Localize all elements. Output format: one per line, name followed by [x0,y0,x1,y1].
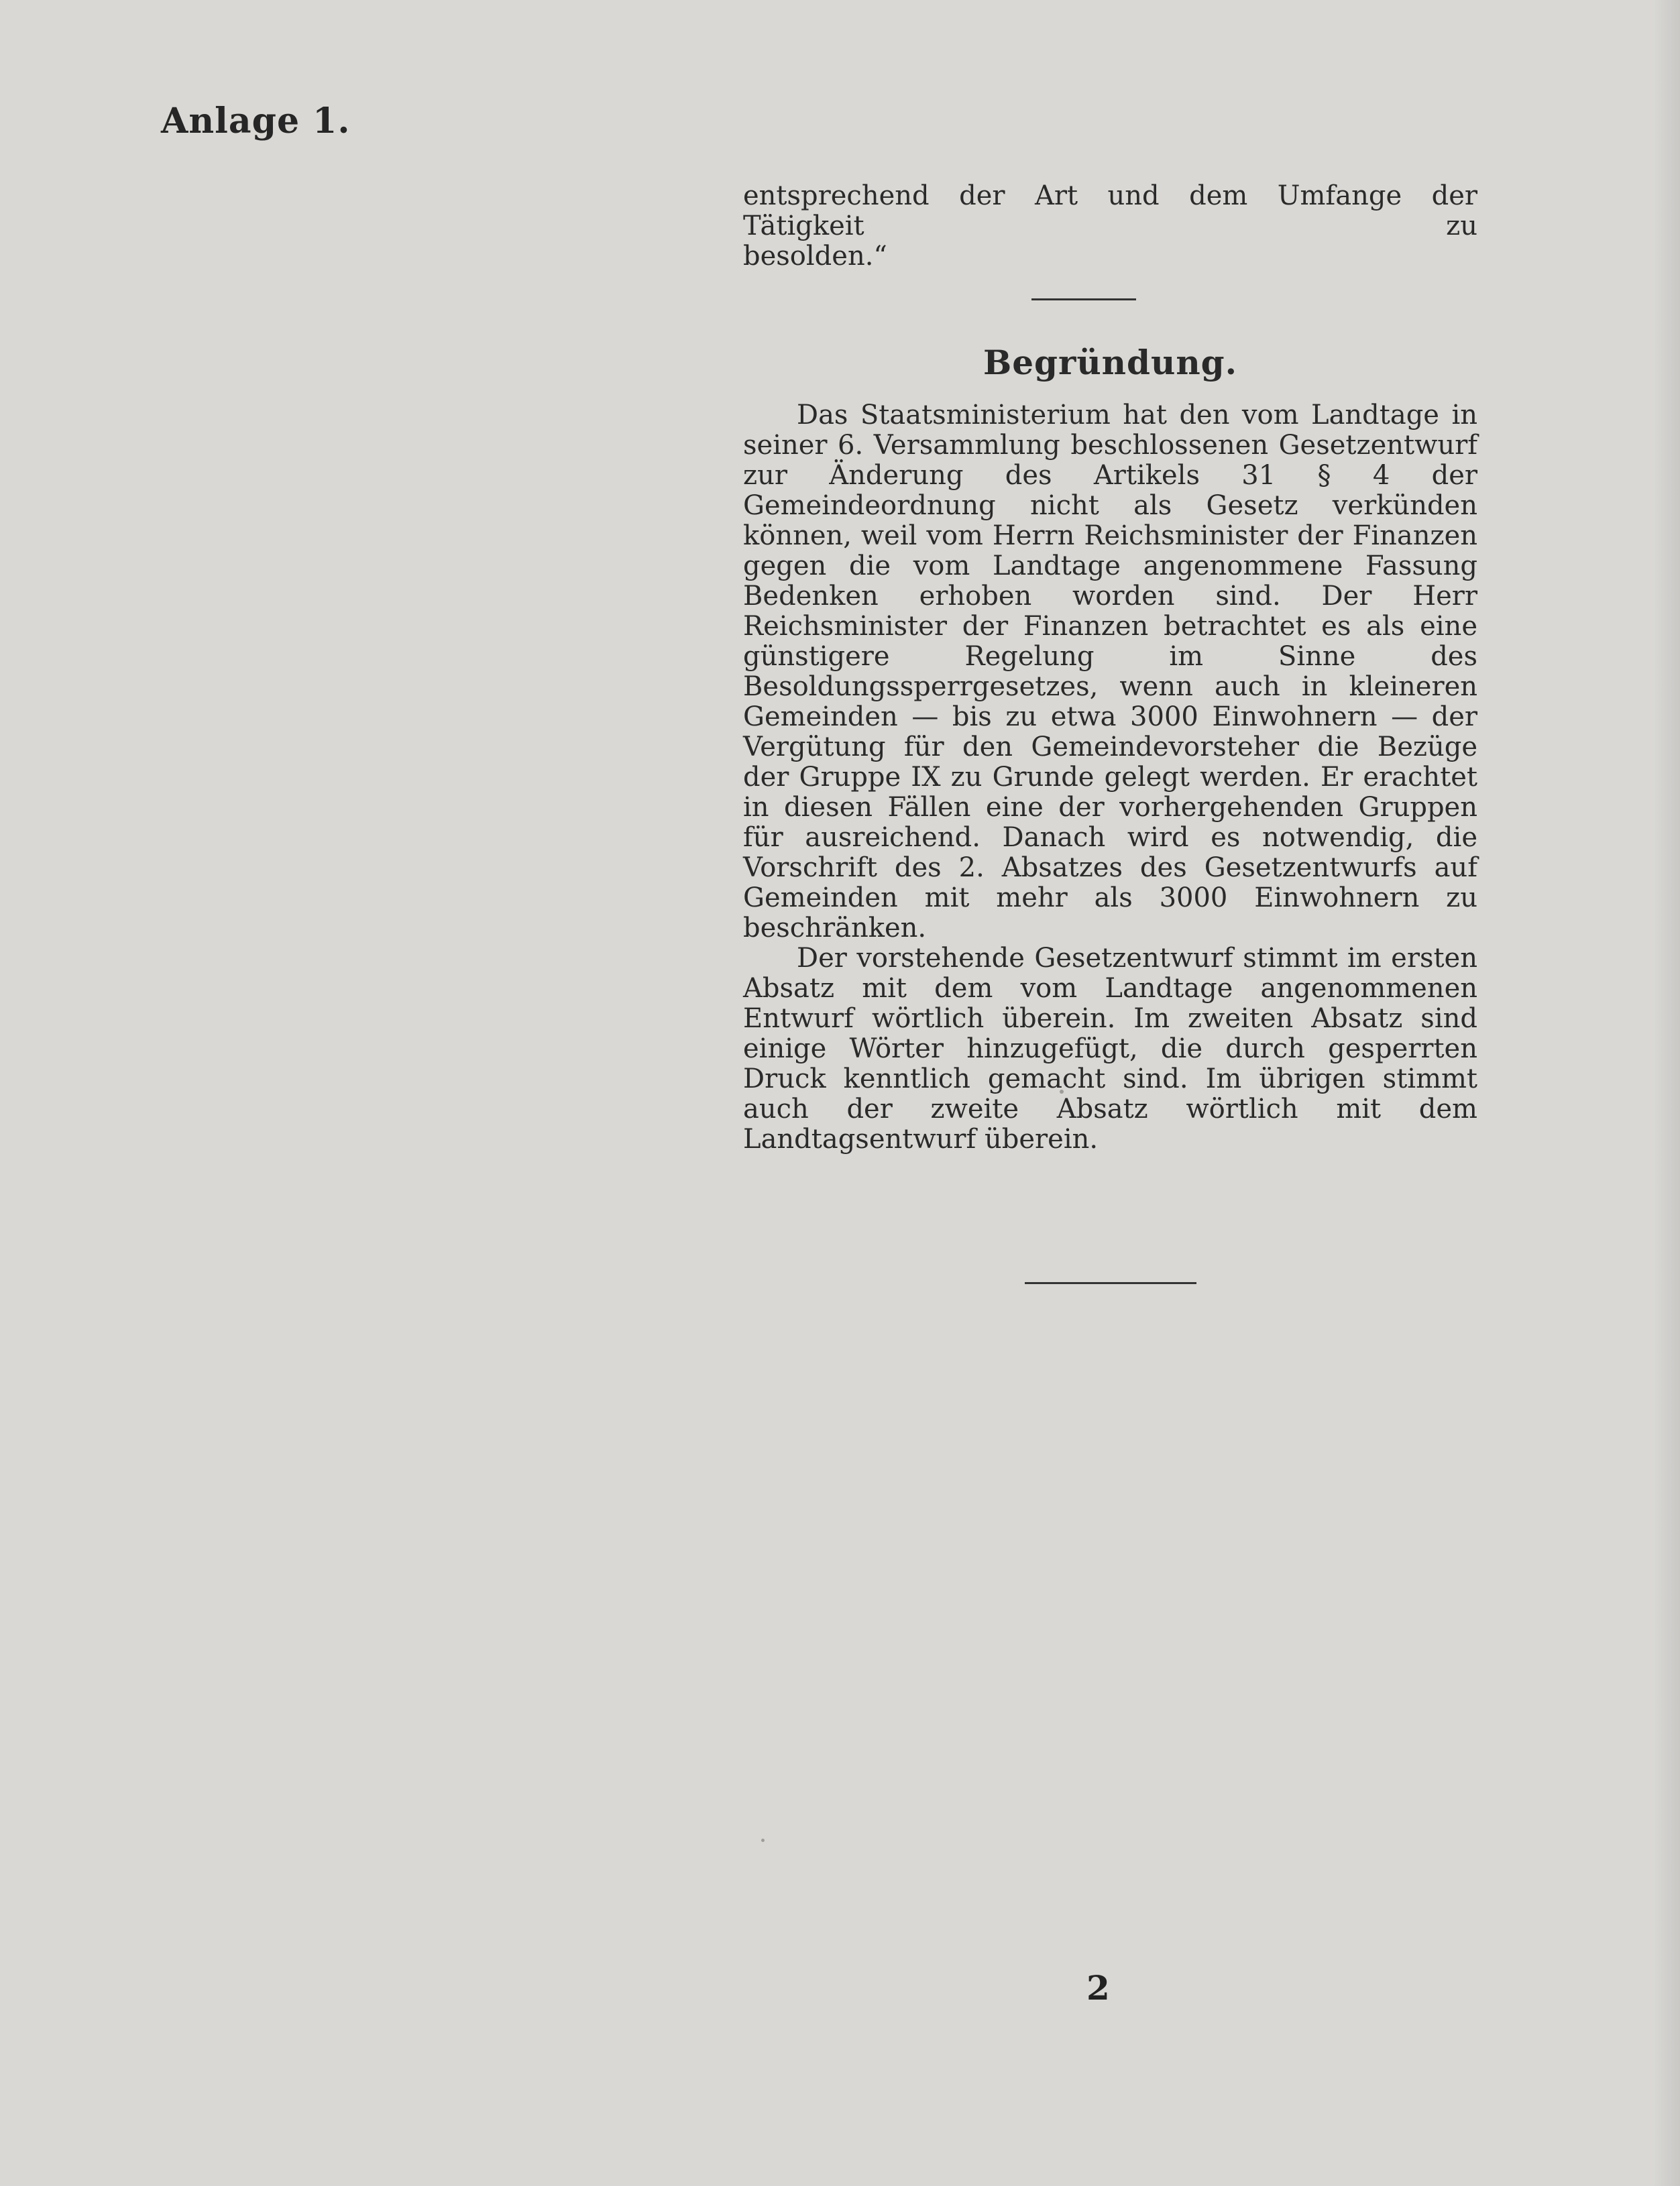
section-heading: Begründung. [983,343,1238,382]
page-edge-shadow [1653,0,1680,2186]
annex-label: Anlage 1. [161,101,351,141]
body-paragraph: Der vorstehende Gesetzentwurf stimmt im ersten Absatz mit dem vom Landtage angenommenen Entwurf wörtlich überein. Im zweiten Absatz sind einige Wörter hinzugefügt, die durch gesperrten Druck kenntlich gemacht sind. Im übrigen stimmt auch der zweite Absatz wörtlich mit dem Landtagsentwurf überein. [743,943,1477,1155]
end-divider [1025,1282,1196,1284]
section-divider [1031,298,1136,300]
continuation-line: entsprechend der Art und dem Umfange der Tätigkeit zu [743,180,1477,241]
page-number: 2 [1086,1968,1110,2008]
continuation-line: besolden.“ [743,241,887,272]
text-column [743,181,1477,1284]
body-paragraph: Das Staatsministerium hat den vom Landtage in seiner 6. Versammlung beschlossenen Gesetzentwurf zur Änderung des Artikels 31 § 4 der Gemeindeordnung nicht als Gesetz verkünden können, weil vom Herrn Reichsminister der Finanzen gegen die vom Landtage angenommene Fassung Bedenken erhoben worden sind. Der Herr Reichsminister der Finanzen betrachtet es als eine günstigere Regelung im Sinne des Besoldungssperrgesetzes, wenn auch in kleineren Gemeinden — bis zu etwa 3000 Einwohnern — der Vergütung für den Gemeindevorsteher die Bezüge der Gruppe IX zu Grunde gelegt werden. Er erachtet in diesen Fällen eine der vorhergehenden Gruppen für ausreichend. Danach wird es notwendig, die Vorschrift des 2. Absatzes des Gesetzentwurfs auf Gemeinden mit mehr als 3000 Einwohnern zu beschränken. [743,400,1477,943]
scan-speck [761,1839,765,1842]
